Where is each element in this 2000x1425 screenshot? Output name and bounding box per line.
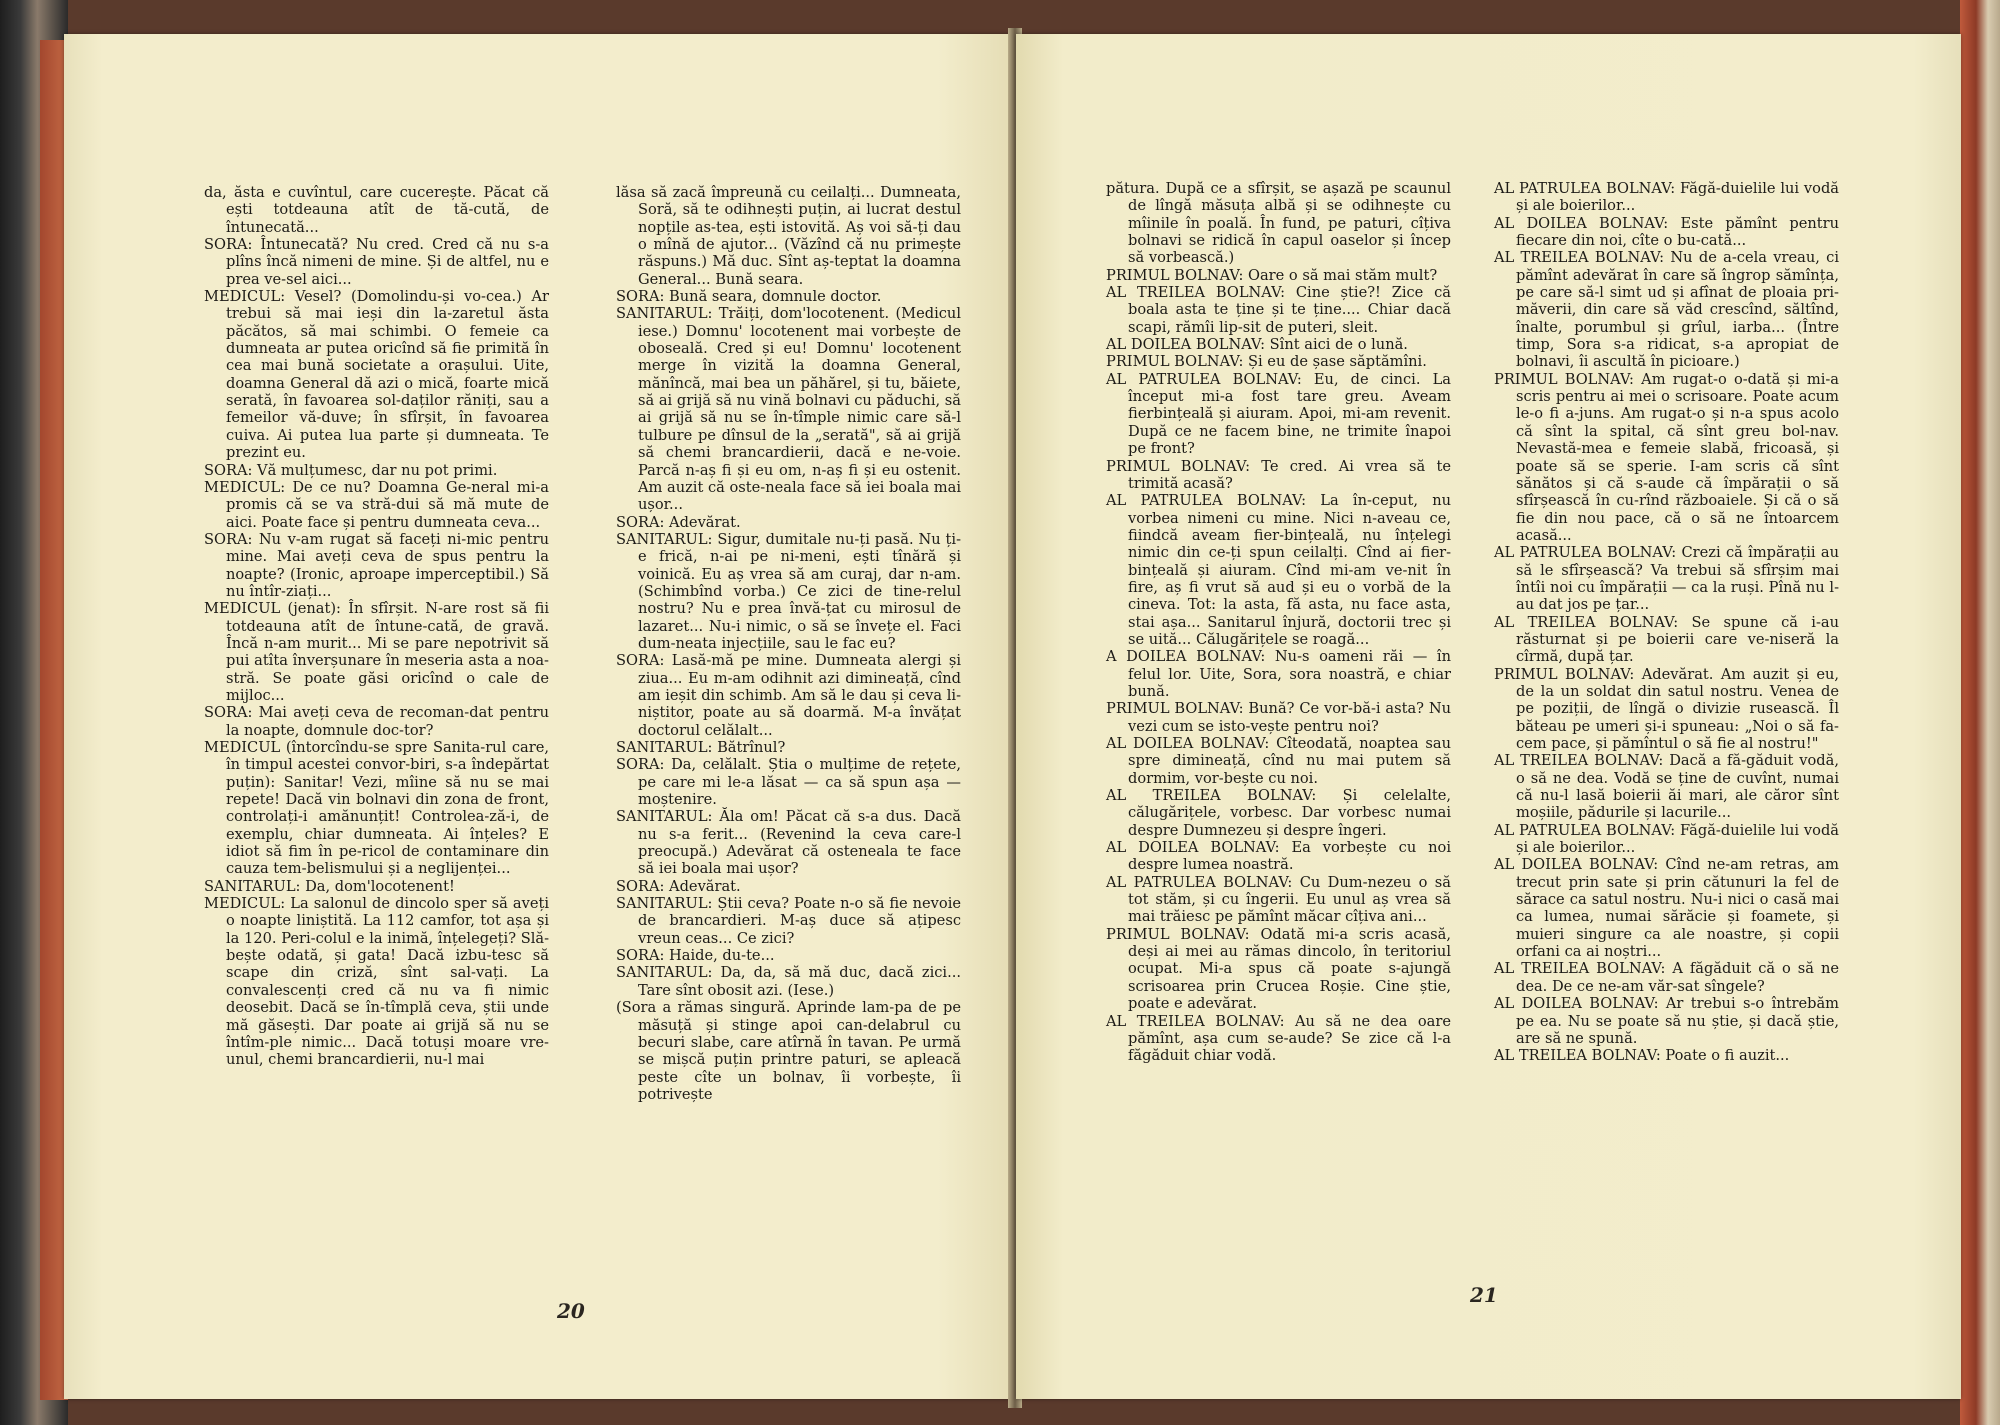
text-paragraph: AL DOILEA BOLNAV: Ar trebui s-o întrebăm pe ea. Nu se poate să nu știe, și dacă știe, are să ne spună. — [1494, 995, 1839, 1047]
text-paragraph: AL DOILEA BOLNAV: Cîteodată, noaptea sau spre dimineață, cînd nu mai putem să dormim, vor-bește cu noi. — [1106, 735, 1451, 787]
text-paragraph: AL TREILEA BOLNAV: Cine știe?! Zice că boala asta te ține și te ține.... Chiar dacă scapi, rămîi lip-sit de puteri, sleit. — [1106, 284, 1451, 336]
text-paragraph: SORA: Nu v-am rugat să faceți ni-mic pentru mine. Mai aveți ceva de spus pentru la noapte? (Ironic, aproape imperceptibil.) Să nu întîr-ziați... — [204, 530, 549, 600]
text-paragraph: (Sora a rămas singură. Aprinde lam-pa de pe măsuță și stinge apoi can-delabrul cu becuri slabe, care atîrnă în tavan. Pe urmă se mișcă puțin printre paturi, se apleacă peste cîte un bolnav, îi vorbește, îi potrivește — [616, 999, 961, 1103]
text-paragraph: AL TREILEA BOLNAV: A făgăduit că o să ne dea. De ce ne-am văr-sat sîngele? — [1494, 960, 1839, 995]
text-paragraph: AL PATRULEA BOLNAV: Făgă-duielile lui vodă și ale boierilor... — [1494, 821, 1839, 857]
page-number: 21 — [1470, 1283, 1498, 1307]
text-paragraph: PRIMUL BOLNAV: Odată mi-a scris acasă, deși ai mei au rămas dincolo, în teritoriul ocupat. Mi-a spus că poate s-ajungă scrisoarea prin Crucea Roșie. Cine știe, poate e adevărat. — [1106, 925, 1451, 1013]
book-cover-edge-left — [0, 0, 68, 1425]
text-paragraph: AL PATRULEA BOLNAV: Crezi că împărații au să le sfîrșească? Va trebui să sfîrșim mai întîi noi cu împărații — ca la ruși. Pînă nu l-au dat jos pe țar... — [1494, 544, 1839, 614]
text-paragraph: AL PATRULEA BOLNAV: Eu, de cinci. La început mi-a fost tare greu. Aveam fierbințeală și aiuram. Apoi, mi-am revenit. După ce ne facem bine, ne trimite înapoi pe front? — [1106, 370, 1451, 458]
text-paragraph: MEDICUL (întorcîndu-se spre Sanita-rul care, în timpul acestei convor-biri, s-a îndepărtat puțin): Sanitar! Vezi, mîine să nu se mai repete! Dacă vin bolnavi din zona de front, controlați-i amănunțit! Controlea-ză-i, de exemplu, chiar dumneata. Ai înțeles? E idiot să fim în pe-ricol de contaminare din cauza tem-belismului și a neglijenței... — [204, 739, 549, 878]
text-paragraph: AL DOILEA BOLNAV: Ea vorbește cu noi despre lumea noastră. — [1106, 839, 1451, 874]
text-paragraph: AL PATRULEA BOLNAV: Făgă-duielile lui vodă și ale boierilor... — [1494, 180, 1839, 215]
text-paragraph: SORA: Adevărat. — [616, 877, 741, 895]
text-paragraph: SANITARUL: Da, da, să mă duc, dacă zici... Tare sînt obosit azi. (Iese.) — [616, 964, 961, 999]
text-paragraph: AL DOILEA BOLNAV: Cînd ne-am retras, am trecut prin sate și prin cătunuri la fel de sărace ca satul nostru. Nu-i nici o casă mai ca lumea, numai sărăcie și foamete, și muieri singure ca ale noastre, și copii orfani ca ai noștri... — [1494, 856, 1839, 961]
text-paragraph: MEDICUL: De ce nu? Doamna Ge-neral mi-a promis că se va stră-dui să mă mute de aici. Poate face și pentru dumneata ceva... — [204, 478, 549, 531]
right-page-column-1 — [1106, 180, 1451, 1065]
right-page-column-2 — [1494, 180, 1839, 1065]
text-paragraph: AL PATRULEA BOLNAV: Cu Dum-nezeu o să tot stăm, și cu îngerii. Eu unul aș vrea să mai trăiesc pe pămînt măcar cîțiva ani... — [1106, 873, 1451, 926]
text-paragraph: SORA: Mai aveți ceva de recoman-dat pentru la noapte, domnule doc-tor? — [204, 704, 549, 739]
text-paragraph: SORA: Adevărat. — [616, 513, 741, 531]
text-paragraph: SORA: Vă mulțumesc, dar nu pot primi. — [204, 461, 498, 479]
text-paragraph: lăsa să zacă împreună cu ceilalți... Dumneata, Soră, să te odihnești puțin, ai lucrat destul nopțile as-tea, ești istovită. Aș voi să-ți dau o mînă de ajutor... (Văzînd că nu primește răspuns.) Mă duc. Sînt aș-teptat la doamna General... Bună seara. — [616, 184, 961, 288]
text-paragraph: AL TREILEA BOLNAV: Și celelalte, călugărițele, vorbesc. Dar vorbesc numai despre Dumnezeu și despre îngeri. — [1106, 787, 1451, 839]
text-paragraph: PRIMUL BOLNAV: Adevărat. Am auzit și eu, de la un soldat din satul nostru. Venea de pe poziții, de lîngă o divizie rusească. Îl băteau pe umeri și-i spuneau: „Noi o să fa-cem pace, și pămîntul o să fie al nostru!" — [1494, 665, 1839, 752]
text-paragraph: SANITARUL: Da, dom'locotenent! — [204, 877, 455, 895]
left-page — [64, 34, 1014, 1399]
text-paragraph: AL DOILEA BOLNAV: Sînt aici de o lună. — [1106, 336, 1408, 354]
right-page — [1016, 34, 1961, 1399]
text-paragraph: MEDICUL (jenat): În sfîrșit. N-are rost să fii totdeauna atît de întune-cată, de gravă. Încă n-am murit... Mi se pare nepotrivit să pui atîta înverșunare în meseria asta a noa-stră. Se poate găsi oricînd o cale de mijloc... — [204, 600, 549, 704]
left-page-column-1 — [204, 184, 549, 1069]
text-paragraph: AL TREILEA BOLNAV: Dacă a fă-găduit vodă, o să ne dea. Vodă se ține de cuvînt, numai că nu-l lasă boierii ăi mari, ale căror sînt moșiile, pădurile și lacurile... — [1494, 752, 1839, 822]
text-paragraph: PRIMUL BOLNAV: Oare o să mai stăm mult? — [1106, 266, 1438, 284]
book-cover-edge-right — [1960, 0, 2000, 1425]
text-paragraph: SORA: Da, celălalt. Știa o mulțime de rețete, pe care mi le-a lăsat — ca să spun așa — moștenire. — [616, 756, 961, 809]
text-paragraph: AL TREILEA BOLNAV: Poate o fi auzit... — [1494, 1047, 1790, 1065]
left-page-column-2 — [616, 184, 961, 1103]
text-paragraph: SANITARUL: Trăiți, dom'locotenent. (Medicul iese.) Domnu' locotenent mai vorbește de oboseală. Cred și eu! Domnu' locotenent merge în vizită la doamna General, mănîncă, mai bea un păhărel, și tu, băiete, să ai grijă să nu vină bolnavi cu păduchi, să ai grijă să nu se în-tîmple nimic care să-l tulbure pe dînsul de la „serată", să ai grijă să chemi brancardierii, dacă e ne-voie. Parcă n-aș fi și eu om, n-aș fi și eu ostenit. Am auzit că oste-neala face să iei boala mai ușor... — [616, 305, 961, 514]
text-paragraph: AL TREILEA BOLNAV: Au să ne dea oare pămînt, așa cum se-aude? Se zice că l-a făgăduit chiar vodă. — [1106, 1012, 1451, 1065]
text-paragraph: PRIMUL BOLNAV: Am rugat-o o-dată și mi-a scris pentru ai mei o scrisoare. Poate acum le-o fi a-juns. Am rugat-o și n-a spus acolo că sînt la spital, că sînt greu bol-nav. Nevastă-mea e femeie slabă, fricoasă, și poate să se sperie. I-am scris că sînt sănătos și că s-aude că împărații o să sfîrșească în cu-rînd războaiele. Și că o să fie din nou pace, că o să ne întoarcem acasă... — [1494, 370, 1839, 544]
text-paragraph: SANITARUL: Ăla om! Păcat că s-a dus. Dacă nu s-a ferit... (Revenind la ceva care-l preocupă.) Adevărat că osteneala te face să iei boala mai ușor? — [616, 808, 961, 878]
text-paragraph: AL PATRULEA BOLNAV: La în-ceput, nu vorbea nimeni cu mine. Nici n-aveau ce, fiindcă aveam fier-bințeală, nu înțelegi nimic din ce-ți spun ceilalți. Cînd ai fier-bințeală și aiuram. Cînd mi-am ve-nit în fire, aș fi vrut să aud și eu o vorbă de la cineva. Tot: la asta, fă asta, nu face asta, stai așa... Sanitarul înjură, doctorii trec și se uită... Călugărițele se roagă... — [1106, 492, 1451, 648]
text-paragraph: SORA: Întunecată? Nu cred. Cred că nu s-a plîns încă nimeni de mine. Și de altfel, nu e prea ve-sel aici... — [204, 236, 549, 288]
text-paragraph: SORA: Haide, du-te... — [616, 947, 775, 965]
text-paragraph: MEDICUL: Vesel? (Domolindu-și vo-cea.) Ar trebui să mai ieși din la-zaretul ăsta păcătos, să mai schimbi. O femeie ca dumneata ar putea oricînd să fie primită în cea mai bună societate a orașului. Uite, doamna General dă azi o mică, foarte mică serată, în favoarea sol-daților răniți, sau a femeilor vă-duve; în sfîrșit, în favoarea cuiva. Ai putea lua parte și dumneata. Te prezint eu. — [204, 288, 549, 462]
text-paragraph: pătura. După ce a sfîrșit, se așază pe scaunul de lîngă măsuța albă și se odihnește cu mîinile în poală. În fund, pe paturi, cîțiva bolnavi se ridică în capul oaselor și încep să vorbească.) — [1106, 180, 1451, 267]
page-number: 20 — [557, 1299, 585, 1323]
text-paragraph: AL TREILEA BOLNAV: Nu de a-cela vreau, ci pămînt adevărat în care să îngrop sămînța, pe care să-l simt ud și afînat de ploaia pri-măverii, din care să văd crescînd, săltînd, înalte, porumbul și grîul, iarba... (Între timp, Sora s-a ridicat, s-a apropiat de bolnavi, îi ascultă în picioare.) — [1494, 249, 1839, 371]
text-paragraph: PRIMUL BOLNAV: Și eu de șase săptămîni. — [1106, 353, 1427, 371]
text-paragraph: AL DOILEA BOLNAV: Este pămînt pentru fiecare din noi, cîte o bu-cată... — [1494, 214, 1839, 250]
text-paragraph: SORA: Lasă-mă pe mine. Dumneata alergi și ziua... Eu m-am odihnit azi dimineață, cînd am ieșit din schimb. Am să le dau și ceva li-niștitor, poate au să doarmă. M-a învățat doctorul celălalt... — [616, 652, 961, 739]
text-paragraph: SANITARUL: Știi ceva? Poate n-o să fie nevoie de brancardieri. M-aș duce să ațipesc vreun ceas... Ce zici? — [616, 895, 961, 947]
text-paragraph: SANITARUL: Bătrînul? — [616, 739, 786, 756]
text-paragraph: A DOILEA BOLNAV: Nu-s oameni răi — în felul lor. Uite, Sora, sora noastră, e chiar bună. — [1106, 648, 1451, 700]
text-paragraph: SORA: Bună seara, domnule doctor. — [616, 288, 882, 306]
text-paragraph: PRIMUL BOLNAV: Bună? Ce vor-bă-i asta? Nu vezi cum se isto-vește pentru noi? — [1106, 700, 1451, 735]
text-paragraph: SANITARUL: Sigur, dumitale nu-ți pasă. Nu ți-e frică, n-ai pe ni-meni, ești tînără și voinică. Eu aș vrea să am curaj, dar n-am. (Schimbînd vorba.) Ce zici de tine-relul nostru? Nu e prea învă-țat cu mirosul de lazaret... Nu-i nimic, o să se învețe el. Faci dum-neata injecțiile, sau le fac eu? — [616, 530, 961, 652]
text-paragraph: da, ăsta e cuvîntul, care cucerește. Păcat că ești totdeauna atît de tă-cută, de întunecată... — [204, 184, 549, 236]
text-paragraph: PRIMUL BOLNAV: Te cred. Ai vrea să te trimită acasă? — [1106, 457, 1451, 492]
text-paragraph: MEDICUL: La salonul de dincolo sper să aveți o noapte liniștită. La 112 camfor, tot așa și la 120. Peri-colul e la inimă, înțelegeți? Slă-bește odată, și gata! Dacă izbu-tesc să scape din criză, sînt sal-vați. La convalescenți cred că nu va fi nimic deosebit. Dacă se în-tîmplă ceva, știi unde mă găsești. Dar poate ai grijă să nu se întîm-ple nimic... Dacă totuși moare vre-unul, chemi brancardierii, nu-l mai — [204, 895, 549, 1069]
text-paragraph: AL TREILEA BOLNAV: Se spune că i-au răsturnat și pe boierii care ve-niseră la cîrmă, după țar. — [1494, 613, 1839, 666]
